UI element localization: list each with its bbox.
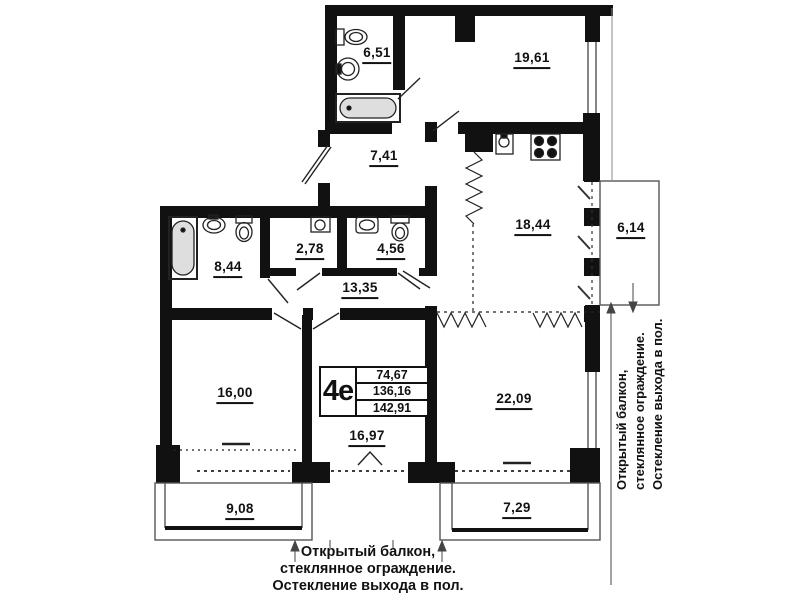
balcony-note-bottom xyxy=(243,544,493,595)
sink-icon xyxy=(311,217,330,232)
stove-icon xyxy=(531,134,560,160)
room-area-label-wc: 4,56 xyxy=(376,242,405,260)
toilet-icon xyxy=(336,29,367,45)
room-area-label-balcony-bl: 9,08 xyxy=(225,502,254,520)
apartment-total-area: 142,91 xyxy=(372,400,412,415)
room-area-label-bathroom-top: 6,51 xyxy=(362,46,391,64)
planned-partitions xyxy=(437,152,600,327)
apartment-areas xyxy=(357,368,427,415)
apartment-type-label: 4е xyxy=(321,368,357,415)
bathtub-icon xyxy=(336,94,400,122)
apartment-info-box xyxy=(319,366,429,417)
room-area-label-balcony-br: 7,29 xyxy=(502,501,531,519)
sink-icon xyxy=(336,58,359,80)
room-area-label-wc-small: 2,78 xyxy=(295,242,324,260)
apartment-living-area: 74,67 xyxy=(357,368,427,384)
fixtures xyxy=(169,29,560,279)
sink-icon xyxy=(356,217,378,233)
room-area-label-balcony-right: 6,14 xyxy=(616,221,645,239)
room-area-label-bedroom-top: 19,61 xyxy=(513,51,550,69)
note-line: Остекление выхода в пол. xyxy=(272,578,464,594)
toilet-icon xyxy=(236,216,252,242)
room-area-label-living: 22,09 xyxy=(495,392,532,410)
balcony-note-right-line2: стеклянное ограждение. xyxy=(632,332,647,490)
toilet-icon xyxy=(391,216,409,241)
floor-glazing-lines xyxy=(174,444,570,471)
room-area-label-bathroom-middle: 8,44 xyxy=(213,260,242,278)
apartment-area: 136,16 xyxy=(357,384,427,400)
kitchen-sink-icon xyxy=(496,134,513,154)
room-area-label-kitchen-living: 18,44 xyxy=(514,218,551,236)
note-line: Открытый балкон, xyxy=(300,544,436,560)
note-line: стеклянное ограждение. xyxy=(280,561,456,577)
windows xyxy=(578,42,596,448)
room-area-label-bedroom-left: 16,00 xyxy=(216,386,253,404)
balcony-note-right-line3: Остекление выхода в пол. xyxy=(650,318,665,490)
bathtub-icon xyxy=(169,217,197,279)
balcony-note-right-line1: Открытый балкон, xyxy=(614,369,629,490)
room-area-label-hall: 7,41 xyxy=(369,149,398,167)
room-area-label-room-center: 16,97 xyxy=(348,429,385,447)
room-area-label-corridor: 13,35 xyxy=(341,281,378,299)
